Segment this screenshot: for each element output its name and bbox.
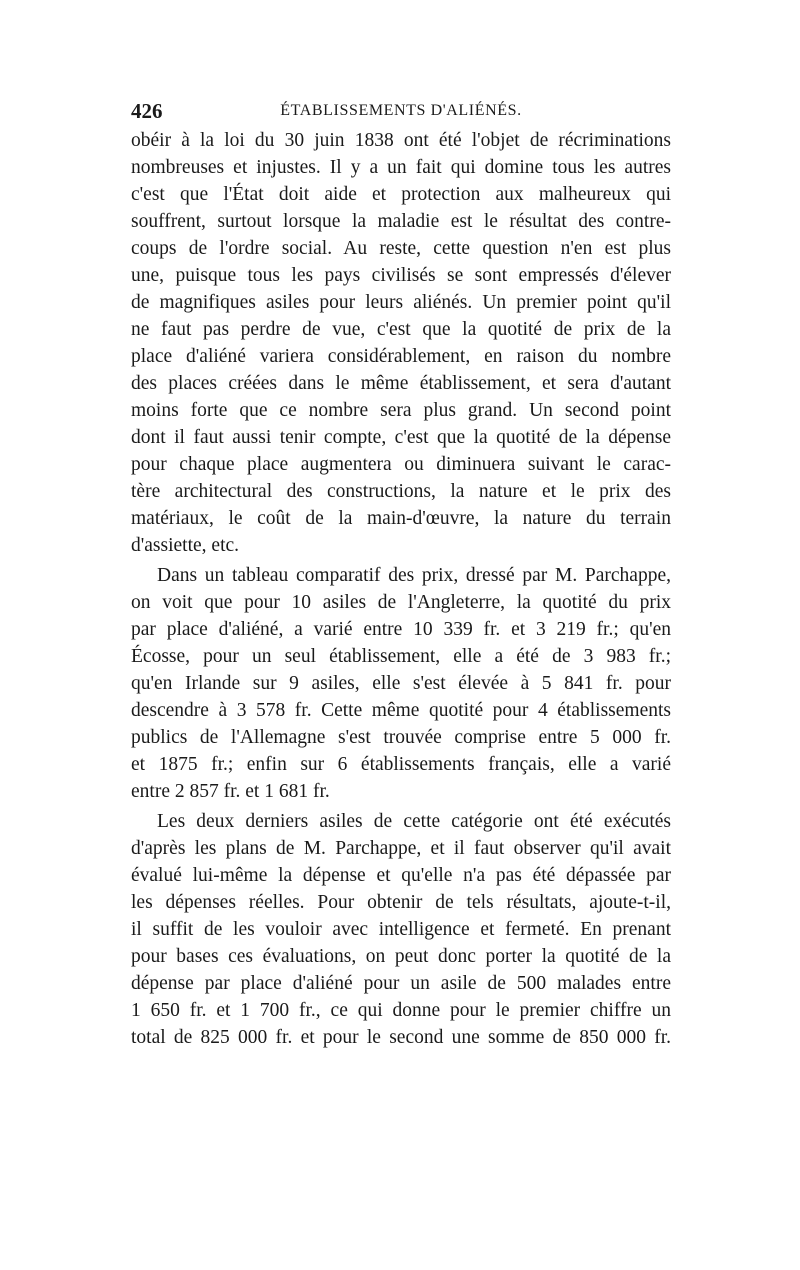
text-line: coups de l'ordre social. Au reste, cette question n'en est plus [131,238,671,259]
text-line: les dépenses réelles. Pour obtenir de tels résultats, ajoute-t-il, [131,892,671,913]
text-line: évalué lui-même la dépense et qu'elle n'a pas été dépassée par [131,865,671,886]
text-line: par place d'aliéné, a varié entre 10 339 fr. et 3 219 fr.; qu'en [131,619,671,640]
text-line: des places créées dans le même établissement, et sera d'autant [131,373,671,394]
text-line: ne faut pas perdre de vue, c'est que la quotité de prix de la [131,319,671,340]
text-line: descendre à 3 578 fr. Cette même quotité pour 4 établissements [131,700,671,721]
text-line: c'est que l'État doit aide et protection aux malheureux qui [131,184,671,205]
text-line: matériaux, le coût de la main-d'œuvre, la nature du terrain [131,508,671,529]
text-line: d'après les plans de M. Parchappe, et il faut observer qu'il avait [131,838,671,859]
text-line: dont il faut aussi tenir compte, c'est que la quotité de la dépense [131,427,671,448]
text-line: une, puisque tous les pays civilisés se sont empressés d'élever [131,265,671,286]
text-line: Les deux derniers asiles de cette catégorie ont été exécutés [157,811,671,832]
text-line: d'assiette, etc. [131,535,240,556]
text-line: dépense par place d'aliéné pour un asile de 500 malades entre [131,973,671,994]
text-line: place d'aliéné variera considérablement, en raison du nombre [131,346,671,367]
text-line: total de 825 000 fr. et pour le second une somme de 850 000 fr. [131,1027,671,1048]
text-line: et 1875 fr.; enfin sur 6 établissements français, elle a varié [131,754,671,775]
body-text [131,127,671,1051]
paragraph-1 [131,127,671,559]
text-line: Dans un tableau comparatif des prix, dressé par M. Parchappe, [157,565,671,586]
running-title: ÉTABLISSEMENTS D'ALIÉNÉS. [280,102,522,119]
text-line: souffrent, surtout lorsque la maladie est le résultat des contre- [131,211,671,232]
text-line: qu'en Irlande sur 9 asiles, elle s'est élevée à 5 841 fr. pour [131,673,671,694]
text-line: pour bases ces évaluations, on peut donc porter la quotité de la [131,946,671,967]
text-line: nombreuses et injustes. Il y a un fait qui domine tous les autres [131,157,671,178]
running-head [131,97,671,125]
text-line: publics de l'Allemagne s'est trouvée comprise entre 5 000 fr. [131,727,671,748]
text-line: obéir à la loi du 30 juin 1838 ont été l'objet de récriminations [131,130,671,151]
page-number: 426 [131,99,163,123]
text-line: tère architectural des constructions, la nature et le prix des [131,481,671,502]
paragraph-2 [131,562,671,805]
text-line: 1 650 fr. et 1 700 fr., ce qui donne pour le premier chiffre un [131,1000,671,1021]
text-line: il suffit de les vouloir avec intelligence et fermeté. En prenant [131,919,671,940]
text-line: entre 2 857 fr. et 1 681 fr. [131,781,330,802]
text-line: on voit que pour 10 asiles de l'Angleterre, la quotité du prix [131,592,671,613]
text-line: de magnifiques asiles pour leurs aliénés. Un premier point qu'il [131,292,671,313]
text-line: Écosse, pour un seul établissement, elle a été de 3 983 fr.; [131,646,671,667]
paragraph-3 [131,808,671,1051]
text-line: moins forte que ce nombre sera plus grand. Un second point [131,400,671,421]
text-line: pour chaque place augmentera ou diminuera suivant le carac- [131,454,671,475]
